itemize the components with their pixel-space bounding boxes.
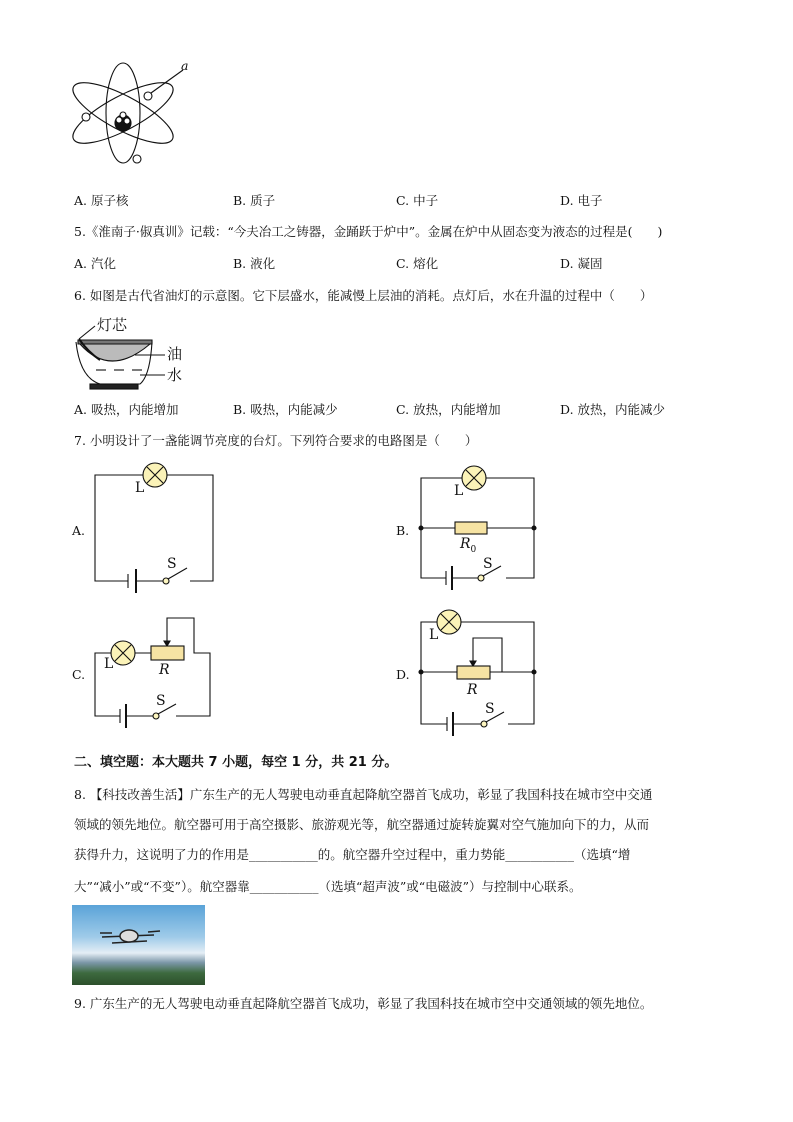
oil-lamp-diagram [76,326,165,389]
q4-option-d: D. 电子 [560,193,603,208]
circuit-b-switch-label: S [483,556,493,572]
label-water: 水 [167,366,183,384]
atom-label-a: a [181,58,189,73]
q6-option-b: B. 吸热，内能减少 [233,402,338,417]
section-heading: 二、填空题：本大题共 7 小题，每空 1 分，共 21 分。 [74,755,398,770]
drone-icon [72,905,205,985]
q4-option-b: B. 质子 [233,193,276,208]
q9-stem: 9. 广东生产的无人驾驶电动垂直起降航空器首飞成功，彰显了我国科技在城市空中交通领域的领先地位。 [74,996,653,1011]
circuit-c [95,618,210,728]
q7-option-d: D. [396,667,410,682]
q7-stem: 7. 小明设计了一盏能调节亮度的台灯。下列符合要求的电路图是（ ） [74,433,478,448]
q5-stem: 5.《淮南子·俶真训》记载：“今夫冶工之铸器，金踊跃于炉中”。金属在炉中从固态变为液态的过程是( ) [74,224,663,239]
circuit-b-lamp-label: L [454,483,464,499]
circuit-d-lamp-label: L [429,627,439,643]
circuit-b [419,466,536,590]
circuit-a-lamp-label: L [135,480,145,496]
q6-option-a: A. 吸热，内能增加 [74,402,179,417]
q5-option-d: D. 凝固 [560,256,603,271]
q8-line-4: 大”“减小”或“不变”）。航空器靠___________（选填“超声波”或“电磁波”）与控制中心联系。 [74,879,582,894]
q5-option-c: C. 熔化 [396,256,439,271]
circuit-d-switch-label: S [485,701,495,717]
circuit-d-resistor-label: R [467,682,478,698]
q6-option-d: D. 放热，内能减少 [560,402,666,417]
q8-line-2: 领域的领先地位。航空器可用于高空摄影、旅游观光等，航空器通过旋转旋翼对空气施加向下的力，从而 [74,817,650,832]
q7-option-a: A. [72,523,86,538]
label-wick: 灯芯 [97,316,128,334]
q5-option-a: A. 汽化 [74,256,116,271]
circuit-a [95,463,213,593]
atom-diagram [66,63,183,163]
q7-option-b: B. [396,523,410,538]
q4-option-c: C. 中子 [396,193,439,208]
circuit-c-resistor-label: R [159,662,170,678]
q8-line-1: 8. 【科技改善生活】广东生产的无人驾驶电动垂直起降航空器首飞成功，彰显了我国科技在城市空中交通 [74,787,653,802]
q4-option-a: A. 原子核 [74,193,129,208]
q6-option-c: C. 放热，内能增加 [396,402,501,417]
label-oil: 油 [167,345,183,363]
circuit-c-switch-label: S [156,693,166,709]
circuit-a-switch-label: S [167,556,177,572]
q5-option-b: B. 液化 [233,256,276,271]
q7-option-c: C. [72,667,86,682]
q6-stem: 6. 如图是古代省油灯的示意图。它下层盛水，能减慢上层油的消耗。点灯后，水在升温的过程中（ ） [74,288,653,303]
aircraft-photo [72,905,205,985]
circuit-b-resistor-label: $R_0$ [460,536,477,555]
circuit-c-lamp-label: L [104,656,114,672]
q8-line-3: 获得升力，这说明了力的作用是___________的。航空器升空过程中，重力势能___________（选填“增 [74,847,631,862]
